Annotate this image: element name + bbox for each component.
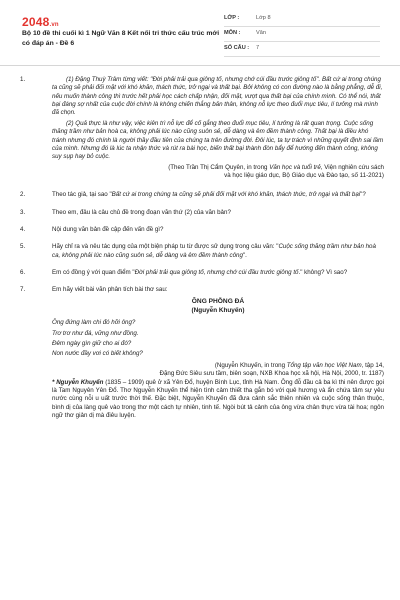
question-2 bbox=[20, 191, 384, 199]
passage-paragraph-1: (1) Đặng Thuỳ Trâm từng viết: "Đời phải trải qua giông tố, nhưng chớ cúi đầu trước giông tố". Bất cứ ai trong chúng ta cũng sẽ phải đối mặt với khó khăn, thách thức, trở ngại và thất bại. Bởi không có con đường nào là bằng phẳng, dễ đi, nếu muốn thành công thì trước hết phải học cách chấp nhận, đối mặt, vượt qua thất bại của chính mình. Có thể nói, thất bại đáng sợ nhất của cuộc đời chính là không chiến thắng bản thân, không nỗ lực theo đuổi mục tiêu, lí tưởng mà mình đã chọn. bbox=[52, 76, 383, 117]
meta-key: MÔN : bbox=[224, 30, 241, 37]
question-1 bbox=[20, 76, 384, 182]
poem-line: Ông đứng làm chi đó hỡi ông? bbox=[52, 319, 136, 327]
question-list bbox=[20, 76, 384, 429]
author-note-label: * Nguyễn Khuyến bbox=[52, 378, 104, 386]
question-number: 5. bbox=[20, 243, 26, 251]
question-6 bbox=[20, 269, 384, 277]
meta-row-class bbox=[224, 12, 380, 27]
question-prompt: Em hãy viết bài văn phân tích bài thơ sau: bbox=[52, 286, 168, 294]
passage-source: (Theo Trần Thị Cẩm Quyên, in trong Văn học và tuổi trẻ, Viện nghiên cứu sách và học liệu giáo dục, Bộ Giáo dục và Đào tạo, số 11-2021) bbox=[168, 163, 384, 179]
question-text: Theo em, đâu là câu chủ đề trong đoạn văn thứ (2) của văn bản? bbox=[52, 208, 231, 216]
question-7 bbox=[20, 286, 384, 420]
author-note: * Nguyễn Khuyến (1835 – 1909) quê ở xã Yên Đổ, huyện Bình Lục, tỉnh Hà Nam. Ông đỗ đầu cả ba kì thi nên được gọi là Tam Nguyên Yên Đổ. Thơ Nguyễn Khuyến thể hiện tình cảm thiết tha gắn bó với quê hương và ẩn chứa tâm sự yêu nước cùng nỗi u uất trước thời thế. Đặc biệt, Nguyễn Khuyến đã đưa cảnh sắc thiên nhiên và cuộc sống thân thuộc, bình dị của làng quê vào trong thơ một cách tự nhiên, tinh tế. Ngòi bút tả cảnh của ông vừa chân thực vừa tài hoa; ngôn ngữ thơ giản dị mà điêu luyện. bbox=[52, 378, 384, 419]
meta-key: LỚP : bbox=[224, 15, 240, 22]
question-text: Theo tác giả, tại sao "Bất cứ ai trong chúng ta cũng sẽ phải đối mặt với khó khăn, thách thức, trở ngại và thất bại"? bbox=[52, 191, 366, 199]
poem-line: Trơ trơ như đá, vững như đồng. bbox=[52, 329, 139, 337]
page-header bbox=[0, 0, 400, 66]
question-number: 1. bbox=[20, 76, 26, 83]
site-logo[interactable]: 2048.vn bbox=[22, 15, 59, 29]
question-text: Hãy chỉ ra và nêu tác dụng của một biện pháp tu từ được sử dụng trong câu văn: "Cuộc sống thăng trầm như bản hoà ca, không phải lúc nào cũng suôn sẻ, dễ dàng và êm đềm thành công". bbox=[52, 243, 376, 259]
poem-source: (Nguyễn Khuyến, in trong Tổng tập văn học Việt Nam, tập 14, Đặng Đức Siêu sưu tầm, biên soạn, NXB Khoa học xã hội, Hà Nội, 2000, tr. 1187) bbox=[159, 361, 384, 378]
meta-key: SỐ CÂU : bbox=[224, 45, 250, 52]
meta-value: Lớp 8 bbox=[256, 15, 271, 22]
reading-passage bbox=[52, 76, 384, 182]
passage-paragraph-2: (2) Quả thực là như vậy, việc kiên trì nỗ lực để cố gắng theo đuổi mục tiêu, lí tưởng là rất quan trọng. Cuộc sống thăng trầm như bản hoà ca, không phải lúc nào cũng suôn sẻ, dễ dàng và êm đềm thành công. Thất bại là điều khó tránh nhưng đó chính là người thầy đầu tiên của chúng ta trên đường đời. Đôi lúc, ta tự trách vì những quyết định sai lầm của mình. Nhưng đó là lúc ta nhận thức và rút ra bài học, biến thất bại thành đòn bẩy để hướng đến thành công, không suy sụp hay bỏ cuộc. bbox=[52, 119, 384, 161]
question-number: 4. bbox=[20, 226, 26, 234]
poem-line: Non nước đầy vơi có biết không? bbox=[52, 350, 143, 358]
poem-author: (Nguyễn Khuyến) bbox=[191, 306, 245, 314]
question-number: 6. bbox=[20, 269, 26, 277]
question-4 bbox=[20, 226, 384, 234]
meta-value: 7 bbox=[256, 45, 260, 52]
meta-row-count bbox=[224, 42, 380, 57]
question-number: 3. bbox=[20, 208, 26, 216]
poem-title: ÔNG PHỖNG ĐÁ bbox=[191, 297, 245, 305]
question-text: Em có đồng ý với quan điểm "Đời phải trải qua giông tố, nhưng chớ cúi đầu trước giông tố." không? Vì sao? bbox=[52, 269, 348, 277]
question-text bbox=[52, 286, 384, 420]
question-5 bbox=[20, 243, 384, 260]
question-number: 7. bbox=[20, 286, 26, 294]
poem-line: Đêm ngày gìn giữ cho ai đó? bbox=[52, 340, 132, 348]
question-number: 2. bbox=[20, 191, 26, 199]
exam-title: Bộ 10 đề thi cuối kì 1 Ngữ Văn 8 Kết nối tri thức cấu trúc mới có đáp án - Đề 6 bbox=[22, 30, 220, 47]
question-3 bbox=[20, 209, 384, 217]
meta-value: Văn bbox=[256, 30, 266, 37]
exam-meta bbox=[224, 12, 380, 57]
question-text: Nội dung văn bản đề cập đến vấn đề gì? bbox=[52, 226, 164, 234]
meta-row-subject bbox=[224, 27, 380, 42]
